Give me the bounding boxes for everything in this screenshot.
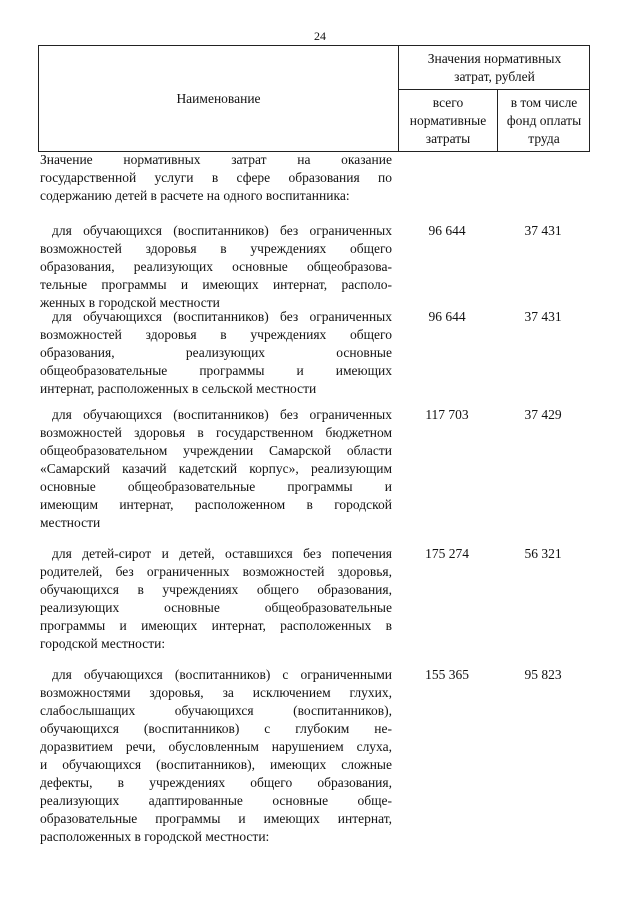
header-total-column xyxy=(399,92,497,150)
text-line: реализующих адаптированные основные обще- xyxy=(40,793,392,808)
header-payroll-line: в том числе xyxy=(510,95,578,110)
text-line: общеобразовательном учреждении Самарской области xyxy=(40,443,392,458)
text-line: расположенных в городской местности: xyxy=(40,829,270,844)
text-line: обучающихся (воспитанников) с глубоким не- xyxy=(40,721,392,736)
text-line: государственной услуги в сфере образования по xyxy=(40,170,392,185)
header-values-group xyxy=(399,48,590,88)
text-line: возможностей здоровья в учреждениях общего xyxy=(40,241,392,256)
total-cost-value: 117 703 xyxy=(425,407,469,422)
header-name-column: Наименование xyxy=(176,90,261,106)
table-row xyxy=(40,406,392,532)
text-line: тельные программы и имеющих интернат, располо- xyxy=(40,277,392,292)
header-payroll-column xyxy=(498,92,590,150)
text-line: образовательные программы и имеющих интернат, xyxy=(40,811,392,826)
text-line: возможностями здоровья, за исключением глухих, xyxy=(40,685,392,700)
header-total-line: нормативные xyxy=(409,113,487,128)
total-cost-value: 96 644 xyxy=(428,309,466,324)
payroll-value: 37 431 xyxy=(524,309,562,324)
text-line: и обучающихся (воспитанников), имеющих сложные xyxy=(40,757,392,772)
text-line: для обучающихся (воспитанников) без ограниченных xyxy=(52,407,392,422)
text-line: основные общеобразовательные программы и xyxy=(40,479,392,494)
text-line: для обучающихся (воспитанников) с ограниченными xyxy=(52,667,392,682)
text-line: образования, реализующих основные общеобразова- xyxy=(40,259,392,274)
text-line: образования, реализующих основные xyxy=(40,345,392,360)
total-cost-value: 175 274 xyxy=(425,546,469,561)
text-line: интернат, расположенных в сельской местности xyxy=(40,381,317,396)
text-line: возможностей здоровья в государственном бюджетном xyxy=(40,425,392,440)
text-line: местности xyxy=(40,515,101,530)
text-line: для детей-сирот и детей, оставшихся без попечения xyxy=(52,546,392,561)
payroll-value: 37 429 xyxy=(524,407,562,422)
page-number: 24 xyxy=(314,29,326,43)
table-row xyxy=(40,545,392,653)
text-line: родителей, без ограниченных возможностей здоровья, xyxy=(40,564,392,579)
text-line: слабослышащих обучающихся (воспитанников), xyxy=(40,703,392,718)
header-payroll-line: труда xyxy=(528,131,560,146)
payroll-value: 95 823 xyxy=(524,667,562,682)
text-line: возможностей здоровья в учреждениях общего xyxy=(40,327,392,342)
total-cost-value: 96 644 xyxy=(428,223,466,238)
text-line: женных в городской местности xyxy=(40,295,220,310)
header-payroll-line: фонд оплаты xyxy=(506,113,582,128)
text-line: доразвитием речи, обусловленным нарушением слуха, xyxy=(40,739,392,754)
total-cost-value: 155 365 xyxy=(425,667,469,682)
text-line: дефекты, в учреждениях общего образования, xyxy=(40,775,392,790)
table-row xyxy=(40,222,392,312)
text-line: обучающихся в учреждениях общего образования, xyxy=(40,582,392,597)
header-total-line: всего xyxy=(432,95,464,110)
text-line: городской местности: xyxy=(40,636,166,651)
text-line: общеобразовательные программы и имеющих xyxy=(40,363,392,378)
table-row xyxy=(40,308,392,398)
header-total-line: затраты xyxy=(425,131,471,146)
header-group-line: Значения нормативных xyxy=(427,51,562,66)
payroll-value: 56 321 xyxy=(524,546,562,561)
text-line: программы и имеющих интернат, расположенных в xyxy=(40,618,392,633)
intro-paragraph xyxy=(40,151,392,205)
table-row xyxy=(40,666,392,846)
header-group-line: затрат, рублей xyxy=(454,69,535,84)
payroll-value: 37 431 xyxy=(524,223,562,238)
text-line: «Самарский казачий кадетский корпус», реализующим xyxy=(40,461,392,476)
text-line: для обучающихся (воспитанников) без ограниченных xyxy=(52,309,392,324)
header-divider xyxy=(398,89,590,90)
text-line: имеющим интернат, расположенном в городской xyxy=(40,497,392,512)
text-line: для обучающихся (воспитанников) без ограниченных xyxy=(52,223,392,238)
text-line: содержанию детей в расчете на одного воспитанника: xyxy=(40,188,350,203)
text-line: реализующих основные общеобразовательные xyxy=(40,600,392,615)
text-line: Значение нормативных затрат на оказание xyxy=(40,152,392,167)
